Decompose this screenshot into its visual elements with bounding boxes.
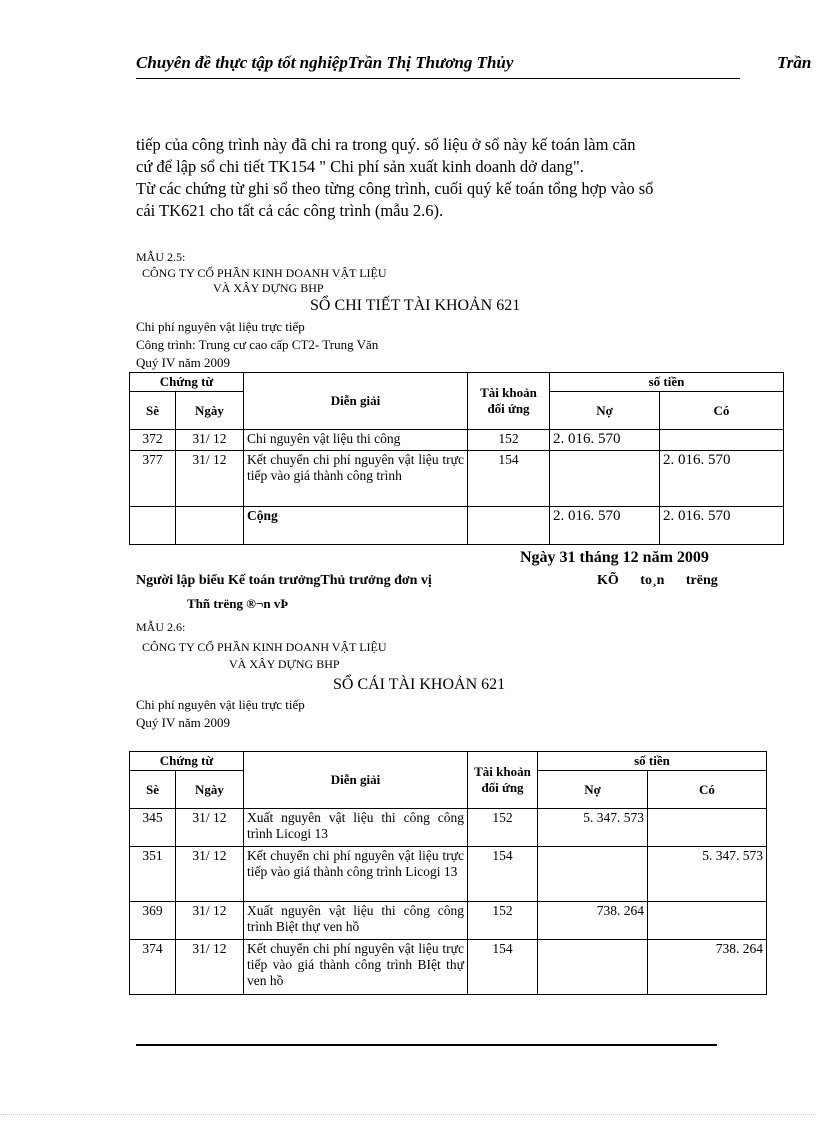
cell-no: [550, 451, 660, 507]
col-so-tien: số tiền: [538, 752, 767, 771]
cell-tk: 154: [468, 940, 538, 995]
col-co: Có: [660, 392, 784, 430]
table-row: [130, 847, 767, 902]
col-ngay: Ngày: [176, 771, 244, 809]
form1-title: SỔ CHI TIẾT TÀI KHOẢN 621: [310, 297, 521, 314]
cell-so: [130, 507, 176, 545]
cell-no: 5. 347. 573: [538, 809, 648, 847]
col-ngay: Ngày: [176, 392, 244, 430]
cell-tk: 152: [468, 430, 550, 451]
cell-no: 2. 016. 570: [550, 430, 660, 451]
cell-dien-giai: Chi nguyên vật liệu thi công: [244, 430, 468, 451]
form2-info-2: Quý IV năm 2009: [136, 715, 231, 730]
cell-so: 377: [130, 451, 176, 507]
form1-signature-garbled-2: Thñ trëng ®¬n vÞ: [187, 596, 289, 611]
intro-line-1: tiếp của công trình này đã chi ra trong quý. số liệu ở sổ này kế toán làm căn: [136, 135, 636, 154]
cell-dien-giai: Kết chuyển chi phí nguyên vật liệu trực tiếp vào giá thành công trình: [244, 451, 468, 507]
cell-dien-giai: Kết chuyển chi phí nguyên vật liệu trực tiếp vào giá thành công trình BIệt thự ven hồ: [244, 940, 468, 995]
header-rule: [136, 78, 740, 79]
col-so: Sè: [130, 392, 176, 430]
form1-date: Ngày 31 tháng 12 năm 2009: [520, 549, 709, 566]
cell-tk: 154: [468, 451, 550, 507]
cell-ngay: 31/ 12: [176, 809, 244, 847]
col-dien-giai: Diễn giải: [244, 373, 468, 430]
cell-no: 2. 016. 570: [550, 507, 660, 545]
table-row: [130, 809, 767, 847]
cell-so: 351: [130, 847, 176, 902]
cell-so: 345: [130, 809, 176, 847]
cell-tk: 152: [468, 809, 538, 847]
cell-ngay: 31/ 12: [176, 902, 244, 940]
cell-dien-giai: Cộng: [244, 507, 468, 545]
cell-so: 372: [130, 430, 176, 451]
form1-info-2: Công trình: Trung cư cao cấp CT2- Trung Văn: [136, 337, 379, 352]
col-so: Sè: [130, 771, 176, 809]
cell-tk: 154: [468, 847, 538, 902]
table-row: [130, 940, 767, 995]
form1-label: MẪU 2.5:: [136, 250, 186, 264]
form1-signatures: Người lập biểu Kế toán trưởngThủ trưởng đơn vị: [136, 573, 432, 588]
cell-no: [538, 847, 648, 902]
cell-ngay: [176, 507, 244, 545]
cell-tk: 152: [468, 902, 538, 940]
cell-co: 2. 016. 570: [660, 451, 784, 507]
table-row-total: [130, 507, 784, 545]
cell-so: 374: [130, 940, 176, 995]
cell-co: 2. 016. 570: [660, 507, 784, 545]
col-chung-tu: Chứng từ: [130, 752, 244, 771]
cell-co: 738. 264: [648, 940, 767, 995]
form1-signature-garbled-1: KÕ to¸n trëng: [597, 573, 718, 588]
table-row: [130, 902, 767, 940]
cell-no: 738. 264: [538, 902, 648, 940]
form1-info-1: Chi phí nguyên vật liệu trực tiếp: [136, 319, 305, 334]
col-co: Có: [648, 771, 767, 809]
form1-company-line2: VÀ XÂY DỰNG BHP: [213, 281, 324, 295]
form2-label: MẪU 2.6:: [136, 620, 186, 634]
form1-company-line1: CÔNG TY CỔ PHẦN KINH DOANH VẬT LIỆU: [142, 266, 387, 280]
header-title: Chuyên đề thực tập tốt nghiệpTrần Thị Thương Thủy: [136, 53, 514, 72]
cell-no: [538, 940, 648, 995]
table-row: [130, 430, 784, 451]
form2-company-line1: CÔNG TY CỔ PHẦN KINH DOANH VẬT LIỆU: [142, 640, 387, 654]
cell-co: 5. 347. 573: [648, 847, 767, 902]
col-tai-khoan: Tài khoản đối ứng: [468, 752, 538, 809]
cell-dien-giai: Xuất nguyên vật liệu thi công công trình Licogi 13: [244, 809, 468, 847]
col-no: Nợ: [538, 771, 648, 809]
cell-dien-giai: Xuất nguyên vật liệu thi công công trình Biệt thự ven hồ: [244, 902, 468, 940]
cell-ngay: 31/ 12: [176, 451, 244, 507]
cell-co: [648, 902, 767, 940]
header-author-overflow: Trần: [777, 53, 812, 72]
intro-line-4: cái TK621 cho tất cả các công trình (mẫu 2.6).: [136, 201, 444, 220]
form1-info-3: Quý IV năm 2009: [136, 355, 231, 370]
col-so-tien: số tiền: [550, 373, 784, 392]
col-tai-khoan: Tài khoản đối ứng: [468, 373, 550, 430]
col-dien-giai: Diễn giải: [244, 752, 468, 809]
page-edge: [0, 1114, 816, 1115]
intro-line-2: cứ để lập sổ chi tiết TK154 " Chi phí sản xuất kinh doanh dở dang".: [136, 157, 584, 176]
form1-table: [129, 372, 784, 545]
cell-ngay: 31/ 12: [176, 847, 244, 902]
cell-tk: [468, 507, 550, 545]
col-chung-tu: Chứng từ: [130, 373, 244, 392]
cell-co: [648, 809, 767, 847]
cell-so: 369: [130, 902, 176, 940]
col-no: Nợ: [550, 392, 660, 430]
footer-rule: [136, 1044, 717, 1046]
cell-ngay: 31/ 12: [176, 940, 244, 995]
form2-info-1: Chi phí nguyên vật liệu trực tiếp: [136, 697, 305, 712]
form2-table: [129, 751, 767, 995]
cell-dien-giai: Kết chuyển chi phí nguyên vật liệu trực tiếp vào giá thành công trình Licogi 13: [244, 847, 468, 902]
table-row: [130, 451, 784, 507]
form2-title: SỔ CÁI TÀI KHOẢN 621: [333, 676, 506, 693]
cell-ngay: 31/ 12: [176, 430, 244, 451]
form2-company-line2: VÀ XÂY DỰNG BHP: [229, 657, 340, 671]
cell-co: [660, 430, 784, 451]
intro-line-3: Từ các chứng từ ghi sổ theo từng công trình, cuối quý kế toán tổng hợp vào sổ: [136, 179, 654, 198]
